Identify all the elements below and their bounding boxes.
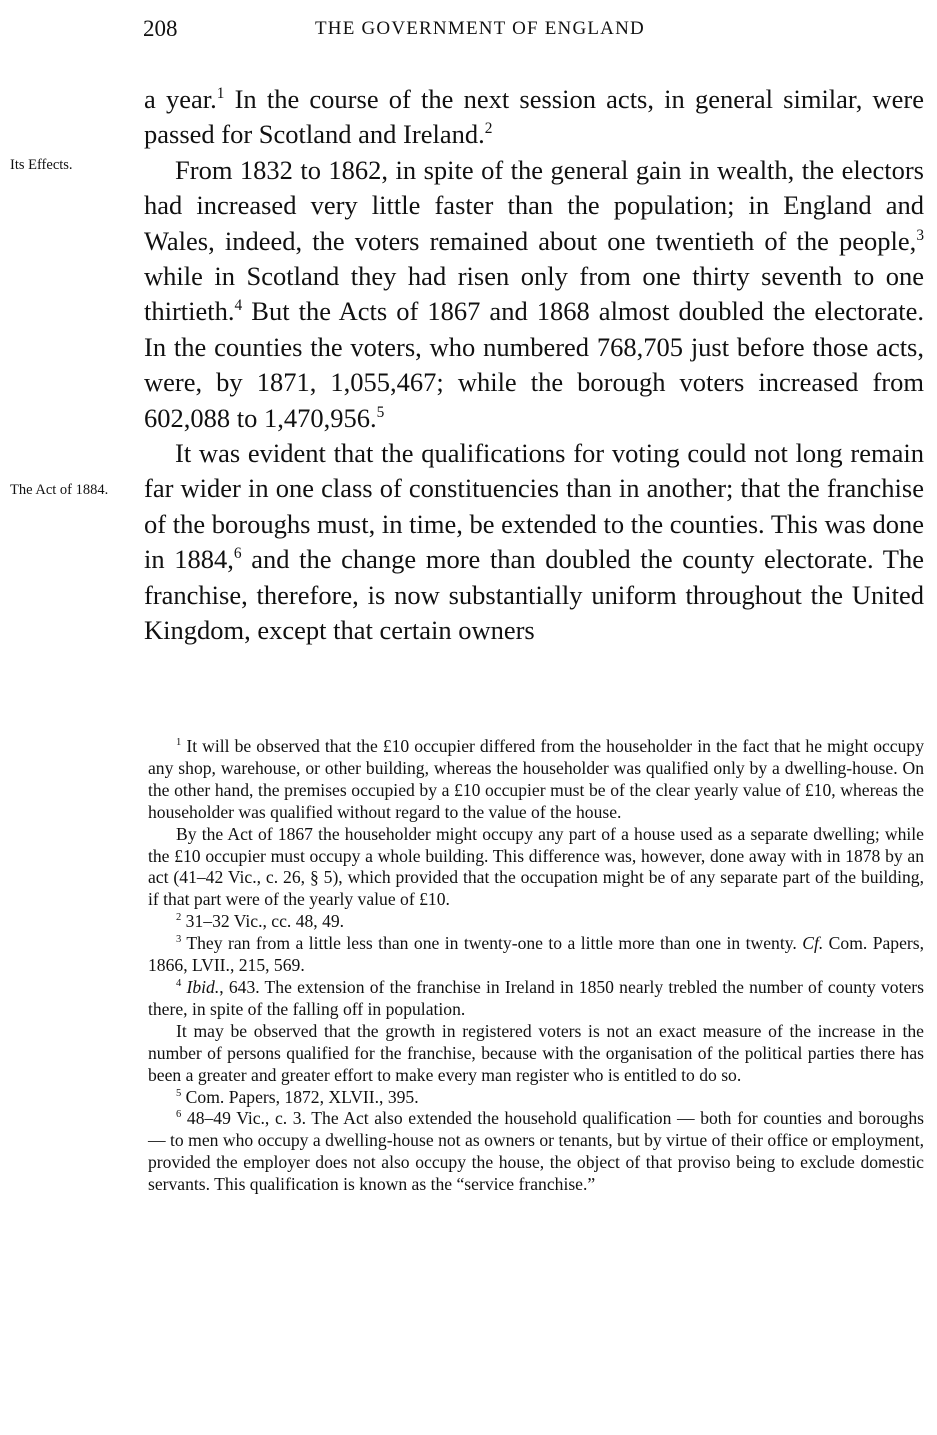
footnote-1 [148, 736, 924, 824]
paragraph-3 [144, 436, 924, 648]
side-note-act-1884: The Act of 1884. [10, 482, 109, 498]
page-header [143, 16, 783, 46]
text-run: From 1832 to 1862, in spite of the general gain in wealth, the electors had increased very little faster than the population; in England and Wales, indeed, the voters remained about one twentieth of the people, [144, 154, 924, 256]
footnote-ref-4: 4 [234, 297, 243, 315]
footnote-italic: Ibid. [186, 976, 220, 997]
footnote-mark: 3 [176, 934, 182, 946]
text-run: a year. [144, 84, 217, 114]
text-run: and the change more than doubled the county electorate. The franchise, therefore, is now substantially uniform throughout the United Kingdom, except that certain owners [144, 544, 924, 646]
footnote-text: , 643. The extension of the franchise in Ireland in 1850 nearly trebled the number of county voters there, in spite of the falling off in population. [148, 976, 924, 1019]
footnote-text: They ran from a little less than one in twenty-one to a little more than one in twenty. [181, 933, 803, 954]
footnote-mark: 1 [176, 737, 182, 749]
footnote-1-continued: By the Act of 1867 the householder might occupy any part of a house used as a separate dwelling; while the £10 occupier must occupy a whole building. This difference was, however, done away with in 1878 by an act (41–42 Vic., c. 26, § 5), which provided that the occupation might be of any separate part of the building, if that part were of the yearly value of £10. [148, 823, 924, 910]
footnote-text: It will be observed that the £10 occupier differed from the householder in the fact that he might occupy any shop, warehouse, or other building, whereas the householder was qualified only by a dwelling-house. On the other hand, the premises occupied by a £10 occupier must be of the clear yearly value of £10, whereas the householder was qualified without regard to the value of the house. [148, 736, 924, 822]
text-run: In the course of the next session acts, in general similar, were passed for Scotland and Ireland. [144, 84, 924, 150]
paragraph-2 [144, 153, 924, 436]
main-text [144, 82, 924, 649]
footnote-ref-6: 6 [233, 545, 242, 563]
footnote-ref-5: 5 [376, 403, 385, 421]
footnote-text: Com. Papers, 1872, XLVII., 395. [181, 1086, 419, 1107]
footnote-mark: 2 [176, 912, 182, 924]
footnote-ref-2: 2 [484, 120, 493, 138]
footnote-5 [148, 1087, 924, 1109]
footnote-6 [148, 1108, 924, 1196]
footnote-mark: 4 [176, 978, 182, 990]
running-title: THE GOVERNMENT OF ENGLAND [315, 18, 645, 39]
footnote-2 [148, 911, 924, 933]
text-run: while in Scotland they had risen only from one thirty seventh to one thirtieth. [144, 261, 924, 327]
footnote-ref-3: 3 [916, 226, 924, 244]
footnote-text: 31–32 Vic., cc. 48, 49. [181, 911, 345, 932]
footnote-4-continued: It may be observed that the growth in registered voters is not an exact measure of the increase in the number of persons qualified for the franchise, because with the organisation of the political parties there has been a greater and greater effort to make every man register who is entitled to do so. [148, 1020, 924, 1085]
footnotes [148, 736, 924, 1196]
text-run: But the Acts of 1867 and 1868 almost doubled the electorate. In the counties the voters, who numbered 768,705 just before those acts, were, by 1871, 1,055,467; while the borough voters increased from 602,088 to 1,470,956. [144, 296, 924, 433]
paragraph-1 [144, 82, 924, 153]
footnote-mark: 6 [176, 1109, 182, 1121]
text-run: It was evident that the qualifications for voting could not long remain far wider in one class of constituencies than in another; that the franchise of the boroughs must, in time, be extended to the counties. This was done in 1884, [144, 438, 924, 575]
footnote-text: 48–49 Vic., c. 3. The Act also extended the household qualification — both for counties and boroughs — to men who occupy a dwelling-house not as owners or tenants, but by virtue of their office or employment, provided the employer does not also occupy the house, the object of that proviso being to exclude domestic servants. This qualification is known as the “service franchise.” [148, 1108, 924, 1195]
footnote-4 [148, 977, 924, 1021]
footnote-italic: Cf. [802, 933, 824, 954]
footnote-text: Com. Papers, 1866, LVII., 215, 569. [148, 933, 924, 976]
footnote-mark: 5 [176, 1087, 182, 1099]
footnote-3 [148, 933, 924, 977]
side-note-effects: Its Effects. [10, 157, 73, 173]
footnote-ref-1: 1 [216, 85, 225, 103]
page-number: 208 [143, 16, 178, 41]
